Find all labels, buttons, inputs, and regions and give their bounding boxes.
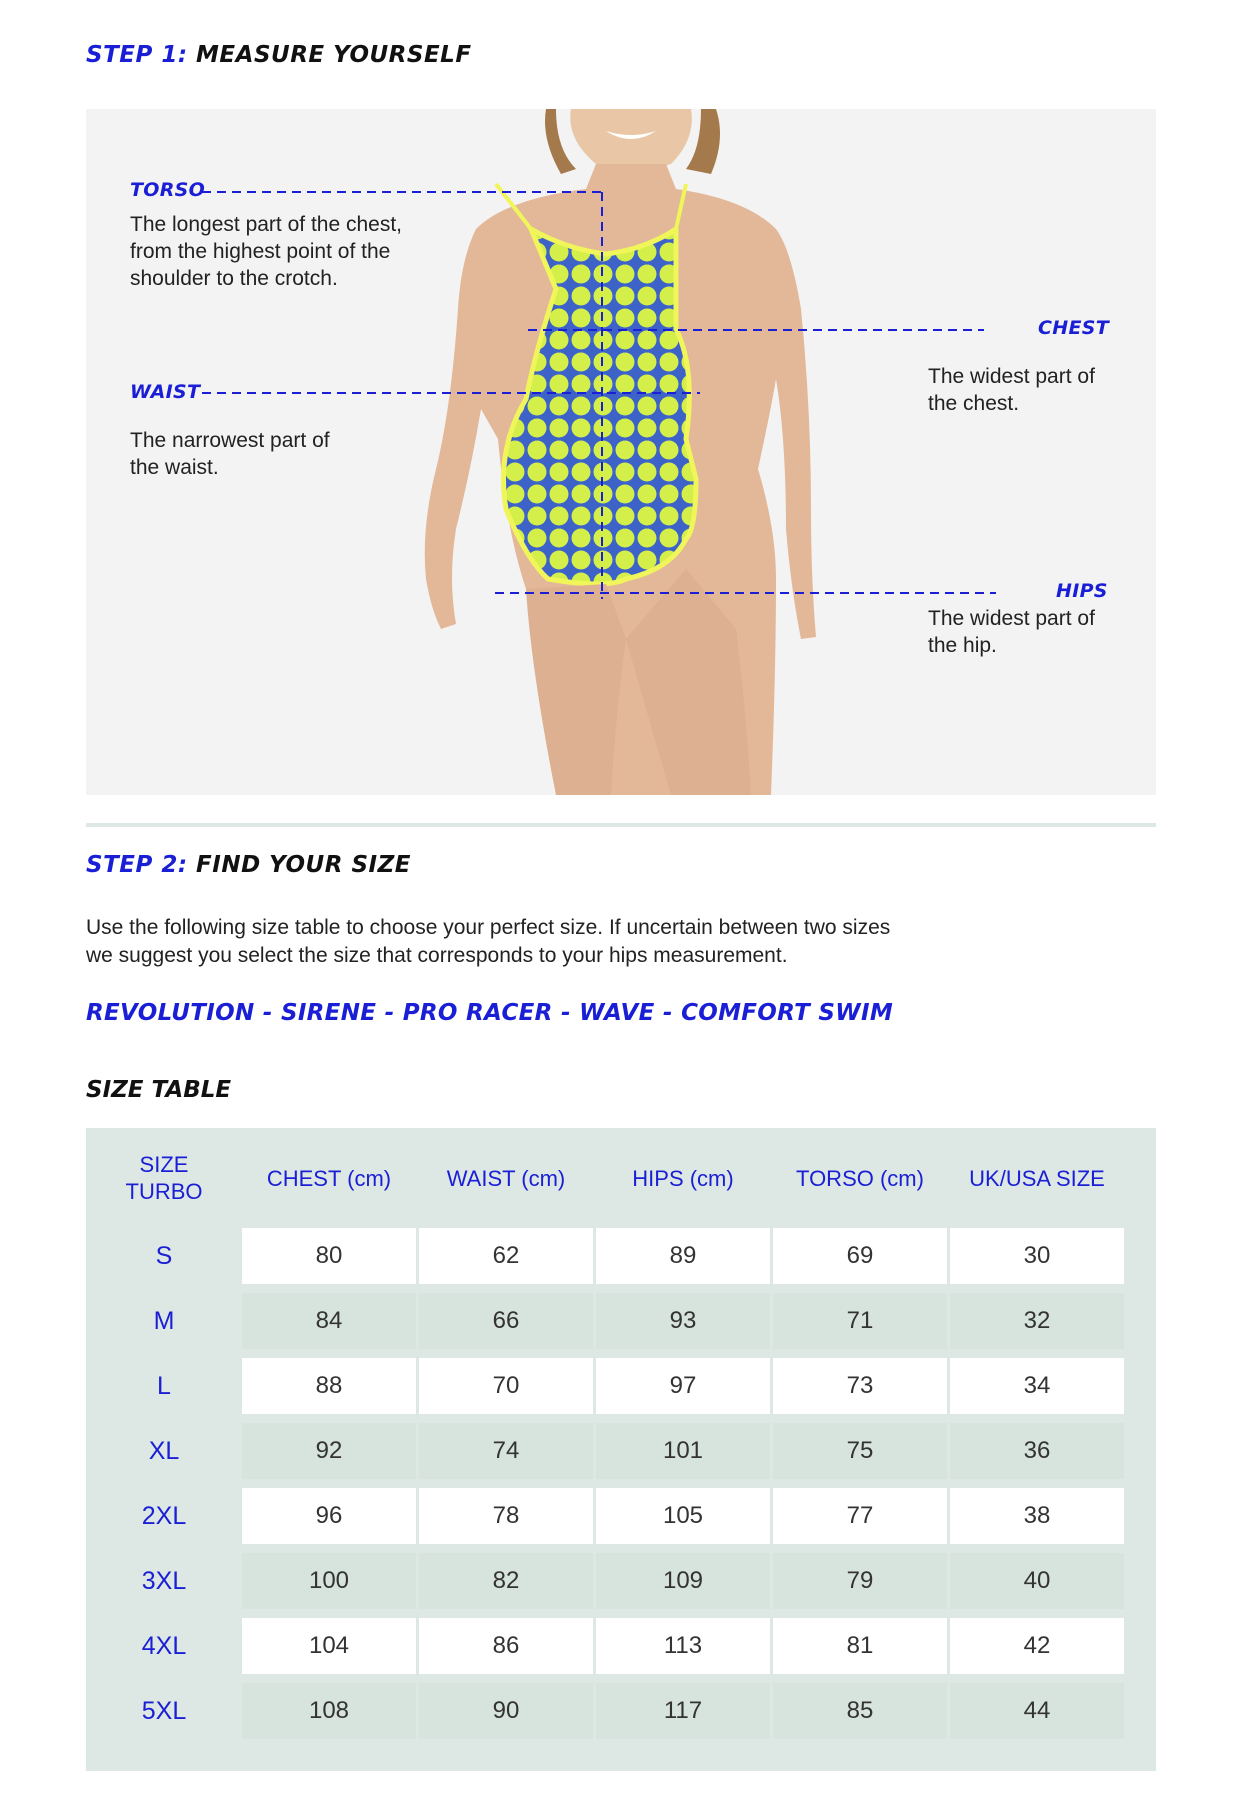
table-row — [89, 1683, 1124, 1739]
hips-cell: 113 — [596, 1618, 770, 1683]
uk-usa-cell: 38 — [950, 1488, 1124, 1553]
waist-description — [130, 427, 330, 481]
torso-cell: 77 — [773, 1488, 947, 1553]
hips-cell: 109 — [596, 1553, 770, 1618]
chest-cell: 92 — [242, 1423, 416, 1488]
hips-label: HIPS — [1056, 580, 1108, 602]
header-size-turbo — [89, 1128, 239, 1228]
torso-cell: 69 — [773, 1228, 947, 1293]
chest-description — [928, 363, 1095, 417]
table-row — [89, 1423, 1124, 1488]
waist-desc-line: The narrowest part of — [130, 429, 330, 452]
header-uk-usa-size: UK/USA SIZE — [969, 1165, 1105, 1191]
hips-cell: 101 — [596, 1423, 770, 1488]
size-cell: 2XL — [89, 1488, 239, 1553]
table-row — [89, 1488, 1124, 1553]
waist-cell: 66 — [419, 1293, 593, 1358]
hips-desc-line: the hip. — [928, 634, 997, 657]
torso-desc-line: from the highest point of the — [130, 240, 391, 263]
waist-cell: 74 — [419, 1423, 593, 1488]
torso-cell: 79 — [773, 1553, 947, 1618]
torso-desc-line: shoulder to the crotch. — [130, 267, 338, 290]
intro-line: we suggest you select the size that corresponds to your hips measurement. — [86, 944, 788, 967]
hips-description — [928, 605, 1095, 659]
torso-cell: 81 — [773, 1618, 947, 1683]
step1-label: STEP 1: — [86, 42, 188, 68]
size-cell: XL — [89, 1423, 239, 1488]
step2-title: FIND YOUR SIZE — [196, 852, 411, 878]
uk-usa-cell: 42 — [950, 1618, 1124, 1683]
size-cell: 4XL — [89, 1618, 239, 1683]
size-table — [86, 1128, 1127, 1739]
table-row — [89, 1293, 1124, 1358]
table-row — [89, 1618, 1124, 1683]
uk-usa-cell: 36 — [950, 1423, 1124, 1488]
chest-cell: 100 — [242, 1553, 416, 1618]
step2-heading — [86, 852, 411, 878]
chest-cell: 104 — [242, 1618, 416, 1683]
step1-title: MEASURE YOURSELF — [196, 42, 472, 68]
model-list: REVOLUTION - SIRENE - PRO RACER - WAVE - COMFORT SWIM — [86, 1000, 894, 1026]
header-torso: TORSO (cm) — [796, 1165, 924, 1191]
waist-cell: 78 — [419, 1488, 593, 1553]
torso-label: TORSO — [130, 179, 206, 201]
size-cell: L — [89, 1358, 239, 1423]
chest-cell: 88 — [242, 1358, 416, 1423]
size-cell: S — [89, 1228, 239, 1293]
chest-desc-line: The widest part of — [928, 365, 1095, 388]
uk-usa-cell: 34 — [950, 1358, 1124, 1423]
waist-cell: 62 — [419, 1228, 593, 1293]
waist-cell: 70 — [419, 1358, 593, 1423]
torso-cell: 75 — [773, 1423, 947, 1488]
chest-cell: 84 — [242, 1293, 416, 1358]
step2-label: STEP 2: — [86, 852, 188, 878]
header-waist: WAIST (cm) — [446, 1165, 566, 1191]
hips-cell: 97 — [596, 1358, 770, 1423]
size-table-header — [89, 1128, 1124, 1228]
hips-cell: 117 — [596, 1683, 770, 1739]
waist-label: WAIST — [130, 381, 201, 403]
chest-label: CHEST — [1038, 317, 1109, 339]
uk-usa-cell: 40 — [950, 1553, 1124, 1618]
size-cell: 5XL — [141, 1696, 187, 1725]
size-cell: 3XL — [89, 1553, 239, 1618]
torso-description — [130, 211, 402, 292]
measurement-figure — [86, 109, 1156, 795]
section-divider — [86, 823, 1156, 827]
torso-cell: 73 — [773, 1358, 947, 1423]
torso-cell: 71 — [773, 1293, 947, 1358]
table-row — [89, 1358, 1124, 1423]
header-line: TURBO — [125, 1179, 203, 1204]
table-row — [89, 1553, 1124, 1618]
hips-cell: 105 — [596, 1488, 770, 1553]
torso-desc-line: The longest part of the chest, — [130, 213, 402, 236]
chest-cell: 108 — [242, 1683, 416, 1739]
intro-line: Use the following size table to choose your perfect size. If uncertain between two sizes — [86, 916, 891, 939]
torso-cell: 85 — [773, 1683, 947, 1739]
size-table-panel — [86, 1128, 1156, 1771]
waist-cell: 82 — [419, 1553, 593, 1618]
uk-usa-cell: 32 — [950, 1293, 1124, 1358]
waist-cell: 86 — [419, 1618, 593, 1683]
chest-cell: 96 — [242, 1488, 416, 1553]
hips-cell: 93 — [596, 1293, 770, 1358]
size-cell: M — [89, 1293, 239, 1358]
chest-desc-line: the chest. — [928, 392, 1020, 415]
waist-cell: 90 — [419, 1683, 593, 1739]
hips-desc-line: The widest part of — [928, 607, 1095, 630]
uk-usa-cell: 44 — [950, 1683, 1124, 1739]
chest-cell: 80 — [242, 1228, 416, 1293]
table-row — [89, 1228, 1124, 1293]
header-line: SIZE — [139, 1152, 189, 1177]
waist-desc-line: the waist. — [130, 456, 219, 479]
header-chest: CHEST (cm) — [266, 1165, 392, 1191]
intro-text — [86, 914, 986, 970]
step1-heading — [86, 42, 472, 68]
header-hips: HIPS (cm) — [632, 1165, 734, 1191]
size-table-title: SIZE TABLE — [86, 1077, 232, 1103]
hips-cell: 89 — [596, 1228, 770, 1293]
uk-usa-cell: 30 — [950, 1228, 1124, 1293]
